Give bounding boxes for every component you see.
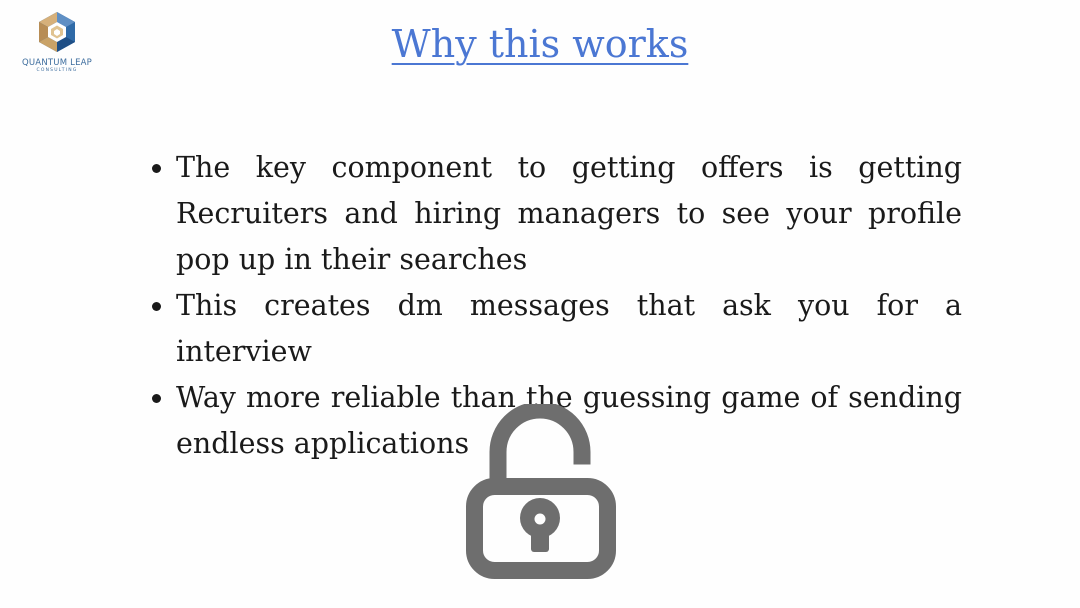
unlocked-padlock-icon (466, 404, 616, 584)
page-title: Why this works (391, 22, 689, 66)
bullet-dot-icon (152, 394, 161, 403)
bullet-text: Way more reliable than the guessing game of sending endless applications (176, 381, 962, 460)
brand-tagline: CONSULTING (36, 68, 78, 73)
bullet-dot-icon (152, 302, 161, 311)
bullet-text: This creates dm messages that ask you for a interview (176, 289, 962, 368)
brand-name: QUANTUM LEAP (22, 58, 92, 68)
bullet-item (150, 283, 962, 375)
bullet-text: The key component to getting offers is getting Recruiters and hiring managers to see your profile pop up in their searches (176, 151, 962, 276)
bullet-dot-icon (152, 164, 161, 173)
bullet-item (150, 145, 962, 283)
